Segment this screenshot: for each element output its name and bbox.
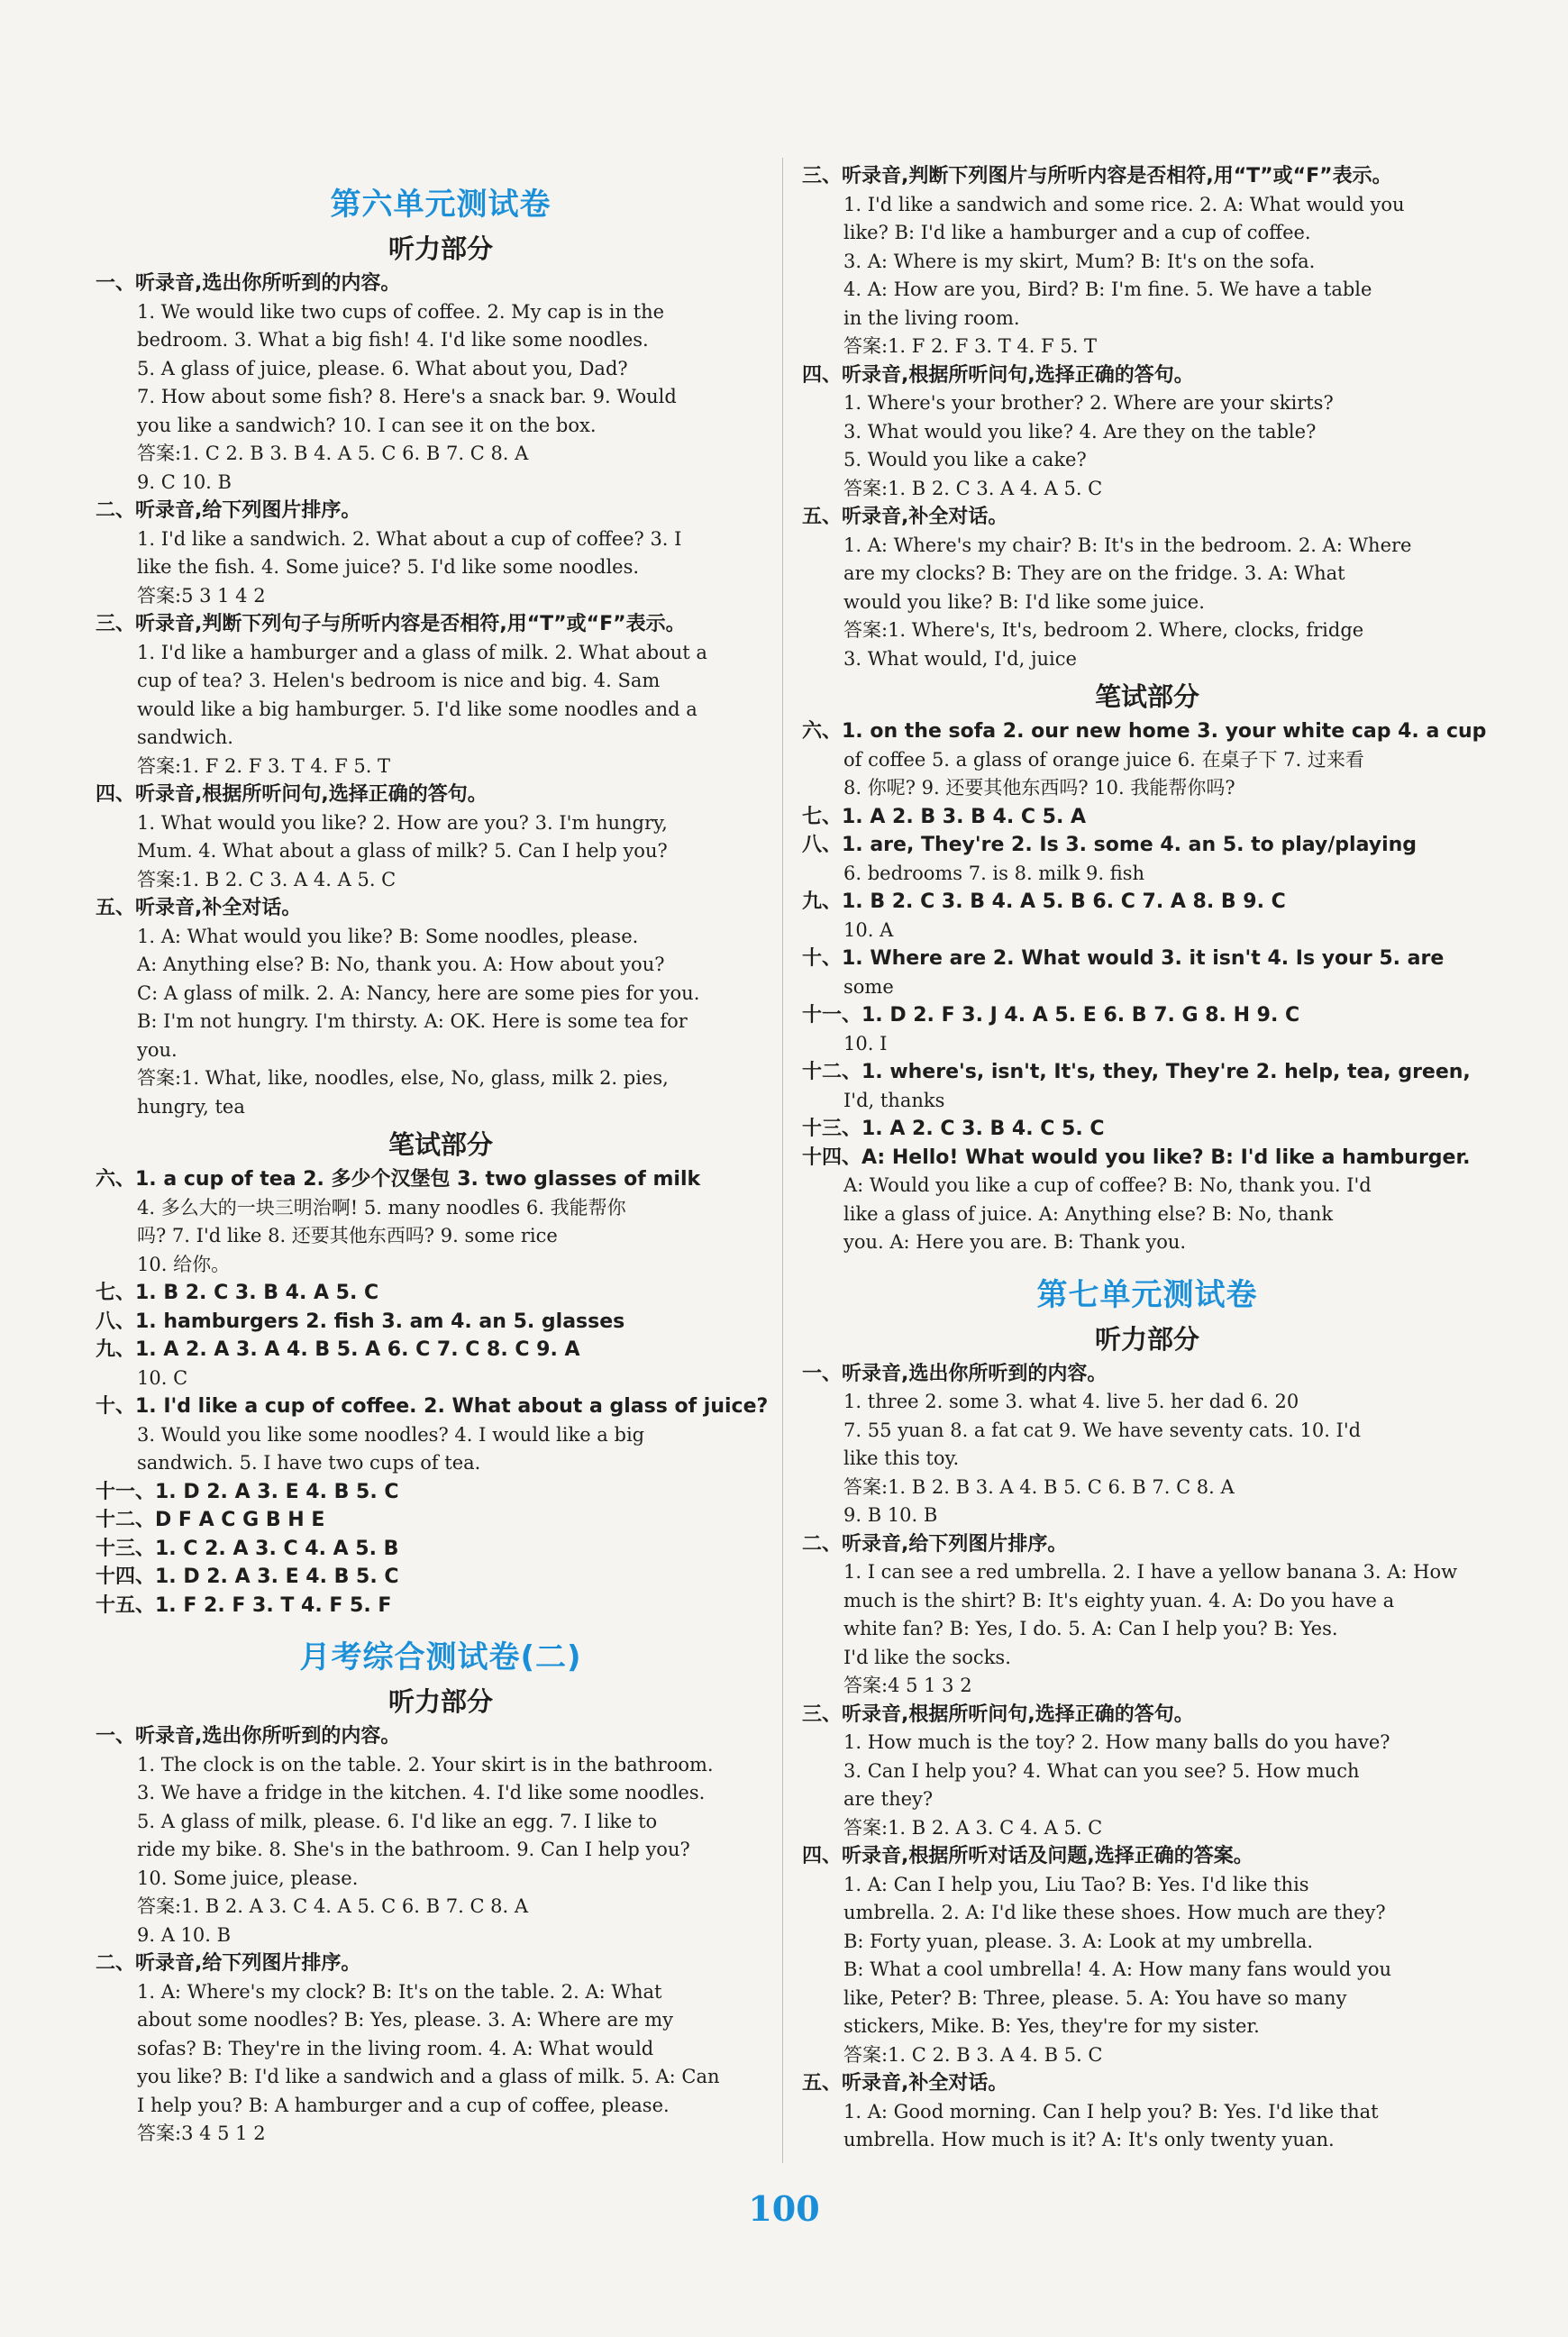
text-line: B: Forty yuan, please. 3. A: Look at my umbrella.	[843, 1930, 1314, 1952]
text-line: 10. C	[137, 1366, 188, 1389]
answer-line: 答案:1. C 2. B 3. A 4. B 5. C	[843, 2043, 1103, 2066]
text-line: 10. I	[843, 1032, 888, 1054]
text-line: 1. A: Where's my clock? B: It's on the table. 2. A: What	[137, 1980, 662, 2003]
text-line: you like? B: I'd like a sandwich and a glass of milk. 5. A: Can	[137, 2066, 720, 2087]
question-heading: 十、1. Where are 2. What would 3. it isn't 4. Is your 5. are	[802, 947, 1445, 970]
answer-line: 答案:1. B 2. A 3. C 4. A 5. C	[843, 1816, 1103, 1839]
text-line: I'd, thanks	[843, 1089, 945, 1111]
text-line: 10. 给你。	[137, 1253, 231, 1275]
text-line: 3. Would you like some noodles? 4. I would like a big	[137, 1423, 645, 1446]
answer-line: 答案:1. C 2. B 3. B 4. A 5. C 6. B 7. C 8. A	[137, 443, 529, 464]
question-heading: 五、听录音,补全对话。	[802, 2072, 1008, 2095]
question-heading: 十三、1. C 2. A 3. C 4. A 5. B	[96, 1537, 399, 1560]
answer-line: 答案:1. B 2. C 3. A 4. A 5. C	[137, 868, 397, 890]
answer-line: 答案:1. B 2. C 3. A 4. A 5. C	[843, 477, 1103, 499]
text-line: 3. We have a fridge in the kitchen. 4. I'd like some noodles.	[137, 1782, 706, 1803]
text-line: 8. 你呢? 9. 还要其他东西吗? 10. 我能帮你吗?	[843, 777, 1235, 799]
text-line: about some noodles? B: Yes, please. 3. A: Where are my	[137, 2009, 673, 2031]
text-line: like? B: I'd like a hamburger and a cup of coffee.	[843, 222, 1311, 243]
text-line: umbrella. 2. A: I'd like these shoes. How much are they?	[843, 1902, 1386, 1923]
text-line: 1. A: Good morning. Can I help you? B: Yes. I'd like that	[843, 2100, 1379, 2122]
text-line: 3. Can I help you? 4. What can you see? 5. How much	[843, 1759, 1360, 1782]
text-line: of coffee 5. a glass of orange juice 6. 在桌子下 7. 过来看	[843, 748, 1364, 771]
text-line: Mum. 4. What about a glass of milk? 5. Can I help you?	[137, 840, 668, 862]
right-column	[802, 162, 1492, 2155]
question-heading: 四、听录音,根据所听对话及问题,选择正确的答案。	[802, 1845, 1253, 1867]
text-line: B: What a cool umbrella! 4. A: How many fans would you	[843, 1958, 1391, 1980]
part-heading: 听力部分	[387, 233, 493, 264]
question-heading: 九、1. A 2. A 3. A 4. B 5. A 6. C 7. C 8. C 9. A	[96, 1338, 580, 1361]
question-heading: 一、听录音,选出你所听到的内容。	[96, 272, 401, 295]
text-line: 1. A: What would you like? B: Some noodles, please.	[137, 925, 639, 947]
text-line: ride my bike. 8. She's in the bathroom. 9. Can I help you?	[137, 1839, 690, 1860]
text-line: 4. A: How are you, Bird? B: I'm fine. 5. We have a table	[843, 278, 1372, 300]
answer-line: 9. C 10. B	[137, 470, 232, 493]
answer-line: 答案:1. Where's, It's, bedroom 2. Where, clocks, fridge	[843, 619, 1364, 641]
answer-line: 9. B 10. B	[843, 1504, 938, 1526]
question-heading: 三、听录音,根据所听问句,选择正确的答句。	[802, 1703, 1194, 1726]
text-line: 1. I'd like a hamburger and a glass of milk. 2. What about a	[137, 641, 707, 663]
answer-line: 答案:4 5 1 3 2	[843, 1675, 972, 1696]
text-line: 10. A	[843, 918, 894, 941]
text-line: you.	[137, 1038, 178, 1061]
text-line: 1. A: Where's my chair? B: It's in the bedroom. 2. A: Where	[843, 534, 1412, 556]
text-line: like a glass of juice. A: Anything else? B: No, thank	[843, 1202, 1334, 1225]
text-line: sandwich.	[137, 726, 233, 748]
text-line: much is the shirt? B: It's eighty yuan. 4. A: Do you have a	[843, 1589, 1395, 1611]
question-heading: 十四、1. D 2. A 3. E 4. B 5. C	[96, 1566, 399, 1588]
section-title: 第七单元测试卷	[1036, 1276, 1258, 1313]
text-line: sandwich. 5. I have two cups of tea.	[137, 1452, 481, 1474]
text-line: 3. What would you like? 4. Are they on the table?	[843, 420, 1317, 443]
text-line: I'd like the socks.	[843, 1646, 1011, 1668]
text-line: B: I'm not hungry. I'm thirsty. A: OK. Here is some tea for	[137, 1010, 688, 1032]
part-heading: 听力部分	[387, 1686, 493, 1717]
question-heading: 十一、1. D 2. F 3. J 4. A 5. E 6. B 7. G 8. H 9. C	[802, 1004, 1300, 1027]
answer-line: hungry, tea	[137, 1095, 245, 1118]
text-line: some	[843, 975, 894, 998]
answer-line: 答案:3 4 5 1 2	[137, 2122, 266, 2144]
text-line: A: Would you like a cup of coffee? B: No, thank you. I'd	[843, 1174, 1372, 1196]
question-heading: 五、听录音,补全对话。	[802, 506, 1008, 528]
text-line: stickers, Mike. B: Yes, they're for my sister.	[843, 2015, 1260, 2037]
text-line: are they?	[843, 1788, 934, 1810]
question-heading: 二、听录音,给下列图片排序。	[96, 499, 361, 522]
question-heading: 八、1. are, They're 2. Is 3. some 4. an 5. to play/playing	[802, 834, 1418, 856]
answer-line: 答案:5 3 1 4 2	[137, 584, 266, 607]
text-line: 1. We would like two cups of coffee. 2. My cap is in the	[137, 300, 665, 323]
left-column	[96, 167, 786, 2149]
question-heading: 十五、1. F 2. F 3. T 4. F 5. F	[96, 1593, 392, 1617]
answer-line: 答案:1. F 2. F 3. T 4. F 5. T	[137, 754, 391, 777]
question-heading: 十四、A: Hello! What would you like? B: I'd like a hamburger.	[802, 1146, 1471, 1169]
text-line: 7. How about some fish? 8. Here's a snack bar. 9. Would	[137, 386, 677, 407]
text-line: white fan? B: Yes, I do. 5. A: Can I help you? B: Yes.	[843, 1618, 1338, 1639]
text-line: like, Peter? B: Three, please. 5. A: You have so many	[843, 1986, 1347, 2009]
section-title: 月考综合测试卷(二)	[299, 1639, 582, 1675]
question-heading: 六、1. on the sofa 2. our new home 3. your white cap 4. a cup	[802, 720, 1487, 743]
text-line: 1. Where's your brother? 2. Where are your skirts?	[843, 392, 1334, 414]
text-line: in the living room.	[843, 306, 1020, 329]
question-heading: 一、听录音,选出你所听到的内容。	[802, 1362, 1108, 1385]
text-line: 5. Would you like a cake?	[843, 449, 1087, 470]
text-line: 1. The clock is on the table. 2. Your skirt is in the bathroom.	[137, 1753, 714, 1776]
question-heading: 十二、1. where's, isn't, It's, they, They're 2. help, tea, green,	[802, 1061, 1471, 1083]
question-heading: 七、1. B 2. C 3. B 4. A 5. C	[96, 1282, 379, 1304]
text-line: 4. 多么大的一块三明治啊! 5. many noodles 6. 我能帮你	[137, 1196, 626, 1219]
text-line: 7. 55 yuan 8. a fat cat 9. We have seventy cats. 10. I'd	[843, 1419, 1362, 1441]
text-line: you like a sandwich? 10. I can see it on the box.	[137, 414, 597, 436]
text-line: like this toy.	[843, 1447, 960, 1469]
answer-line: 答案:1. B 2. B 3. A 4. B 5. C 6. B 7. C 8. A	[843, 1475, 1235, 1498]
text-line: cup of tea? 3. Helen's bedroom is nice and big. 4. Sam	[137, 670, 661, 691]
question-heading: 十、1. I'd like a cup of coffee. 2. What about a glass of juice?	[96, 1395, 769, 1418]
answer-line: 3. What would, I'd, juice	[843, 647, 1077, 670]
question-heading: 十三、1. A 2. C 3. B 4. C 5. C	[802, 1118, 1105, 1140]
text-line: would like a big hamburger. 5. I'd like some noodles and a	[137, 698, 697, 720]
question-heading: 九、1. B 2. C 3. B 4. A 5. B 6. C 7. A 8. B 9. C	[802, 890, 1286, 913]
answer-line: 答案:1. What, like, noodles, else, No, glass, milk 2. pies,	[137, 1067, 669, 1089]
text-line: 吗? 7. I'd like 8. 还要其他东西吗? 9. some rice	[137, 1225, 558, 1246]
text-line: 1. I'd like a sandwich. 2. What about a cup of coffee? 3. I	[137, 527, 682, 550]
text-line: 5. A glass of milk, please. 6. I'd like an egg. 7. I like to	[137, 1810, 658, 1832]
question-heading: 六、1. a cup of tea 2. 多少个汉堡包 3. two glasses of milk	[96, 1168, 701, 1191]
text-line: A: Anything else? B: No, thank you. A: How about you?	[137, 954, 665, 975]
text-line: 1. I can see a red umbrella. 2. I have a yellow banana 3. A: How	[843, 1561, 1458, 1583]
text-line: C: A glass of milk. 2. A: Nancy, here are some pies for you.	[137, 981, 700, 1004]
part-heading: 笔试部分	[1094, 681, 1199, 712]
answer-line: 答案:1. B 2. A 3. C 4. A 5. C 6. B 7. C 8. A	[137, 1895, 529, 1917]
text-line: 5. A glass of juice, please. 6. What about you, Dad?	[137, 357, 628, 379]
text-line: umbrella. How much is it? A: It's only twenty yuan.	[843, 2129, 1335, 2150]
text-line: 1. I'd like a sandwich and some rice. 2. A: What would you	[843, 193, 1405, 215]
question-heading: 四、听录音,根据所听问句,选择正确的答句。	[802, 363, 1194, 387]
text-line: bedroom. 3. What a big fish! 4. I'd like some noodles.	[137, 329, 649, 351]
text-line: 1. A: Can I help you, Liu Tao? B: Yes. I'd like this	[843, 1873, 1309, 1895]
text-line: would you like? B: I'd like some juice.	[843, 590, 1205, 613]
text-line: 1. three 2. some 3. what 4. live 5. her dad 6. 20	[843, 1391, 1299, 1412]
question-heading: 一、听录音,选出你所听到的内容。	[96, 1725, 401, 1748]
text-line: I help you? B: A hamburger and a cup of coffee, please.	[137, 2094, 670, 2116]
question-heading: 七、1. A 2. B 3. B 4. C 5. A	[802, 805, 1086, 828]
text-line: 1. What would you like? 2. How are you? 3. I'm hungry,	[137, 811, 668, 834]
text-line: 1. How much is the toy? 2. How many balls do you have?	[843, 1731, 1390, 1753]
part-heading: 笔试部分	[387, 1129, 493, 1160]
question-heading: 二、听录音,给下列图片排序。	[802, 1532, 1068, 1556]
text-line: you. A: Here you are. B: Thank you.	[843, 1231, 1187, 1253]
page-number: 100	[748, 2188, 820, 2229]
text-line: 3. A: Where is my skirt, Mum? B: It's on the sofa.	[843, 250, 1316, 272]
part-heading: 听力部分	[1094, 1323, 1199, 1355]
question-heading: 二、听录音,给下列图片排序。	[96, 1952, 361, 1975]
text-line: sofas? B: They're in the living room. 4. A: What would	[137, 2037, 654, 2059]
text-line: are my clocks? B: They are on the fridge. 3. A: What	[843, 562, 1345, 584]
section-title: 第六单元测试卷	[330, 187, 552, 223]
question-heading: 八、1. hamburgers 2. fish 3. am 4. an 5. glasses	[96, 1310, 625, 1333]
answer-line: 9. A 10. B	[137, 1923, 232, 1946]
answer-line: 答案:1. F 2. F 3. T 4. F 5. T	[843, 335, 1098, 357]
question-heading: 三、听录音,判断下列句子与所听内容是否相符,用“T”或“F”表示。	[96, 613, 686, 635]
question-heading: 三、听录音,判断下列图片与所听内容是否相符,用“T”或“F”表示。	[802, 165, 1392, 187]
question-heading: 十一、1. D 2. A 3. E 4. B 5. C	[96, 1480, 399, 1503]
text-line: 6. bedrooms 7. is 8. milk 9. fish	[843, 862, 1145, 884]
question-heading: 五、听录音,补全对话。	[96, 897, 302, 919]
question-heading: 四、听录音,根据所听问句,选择正确的答句。	[96, 783, 488, 806]
text-line: like the fish. 4. Some juice? 5. I'd like some noodles.	[137, 556, 640, 578]
question-heading: 十二、D F A C G B H E	[96, 1509, 325, 1531]
text-line: 10. Some juice, please.	[137, 1867, 359, 1889]
